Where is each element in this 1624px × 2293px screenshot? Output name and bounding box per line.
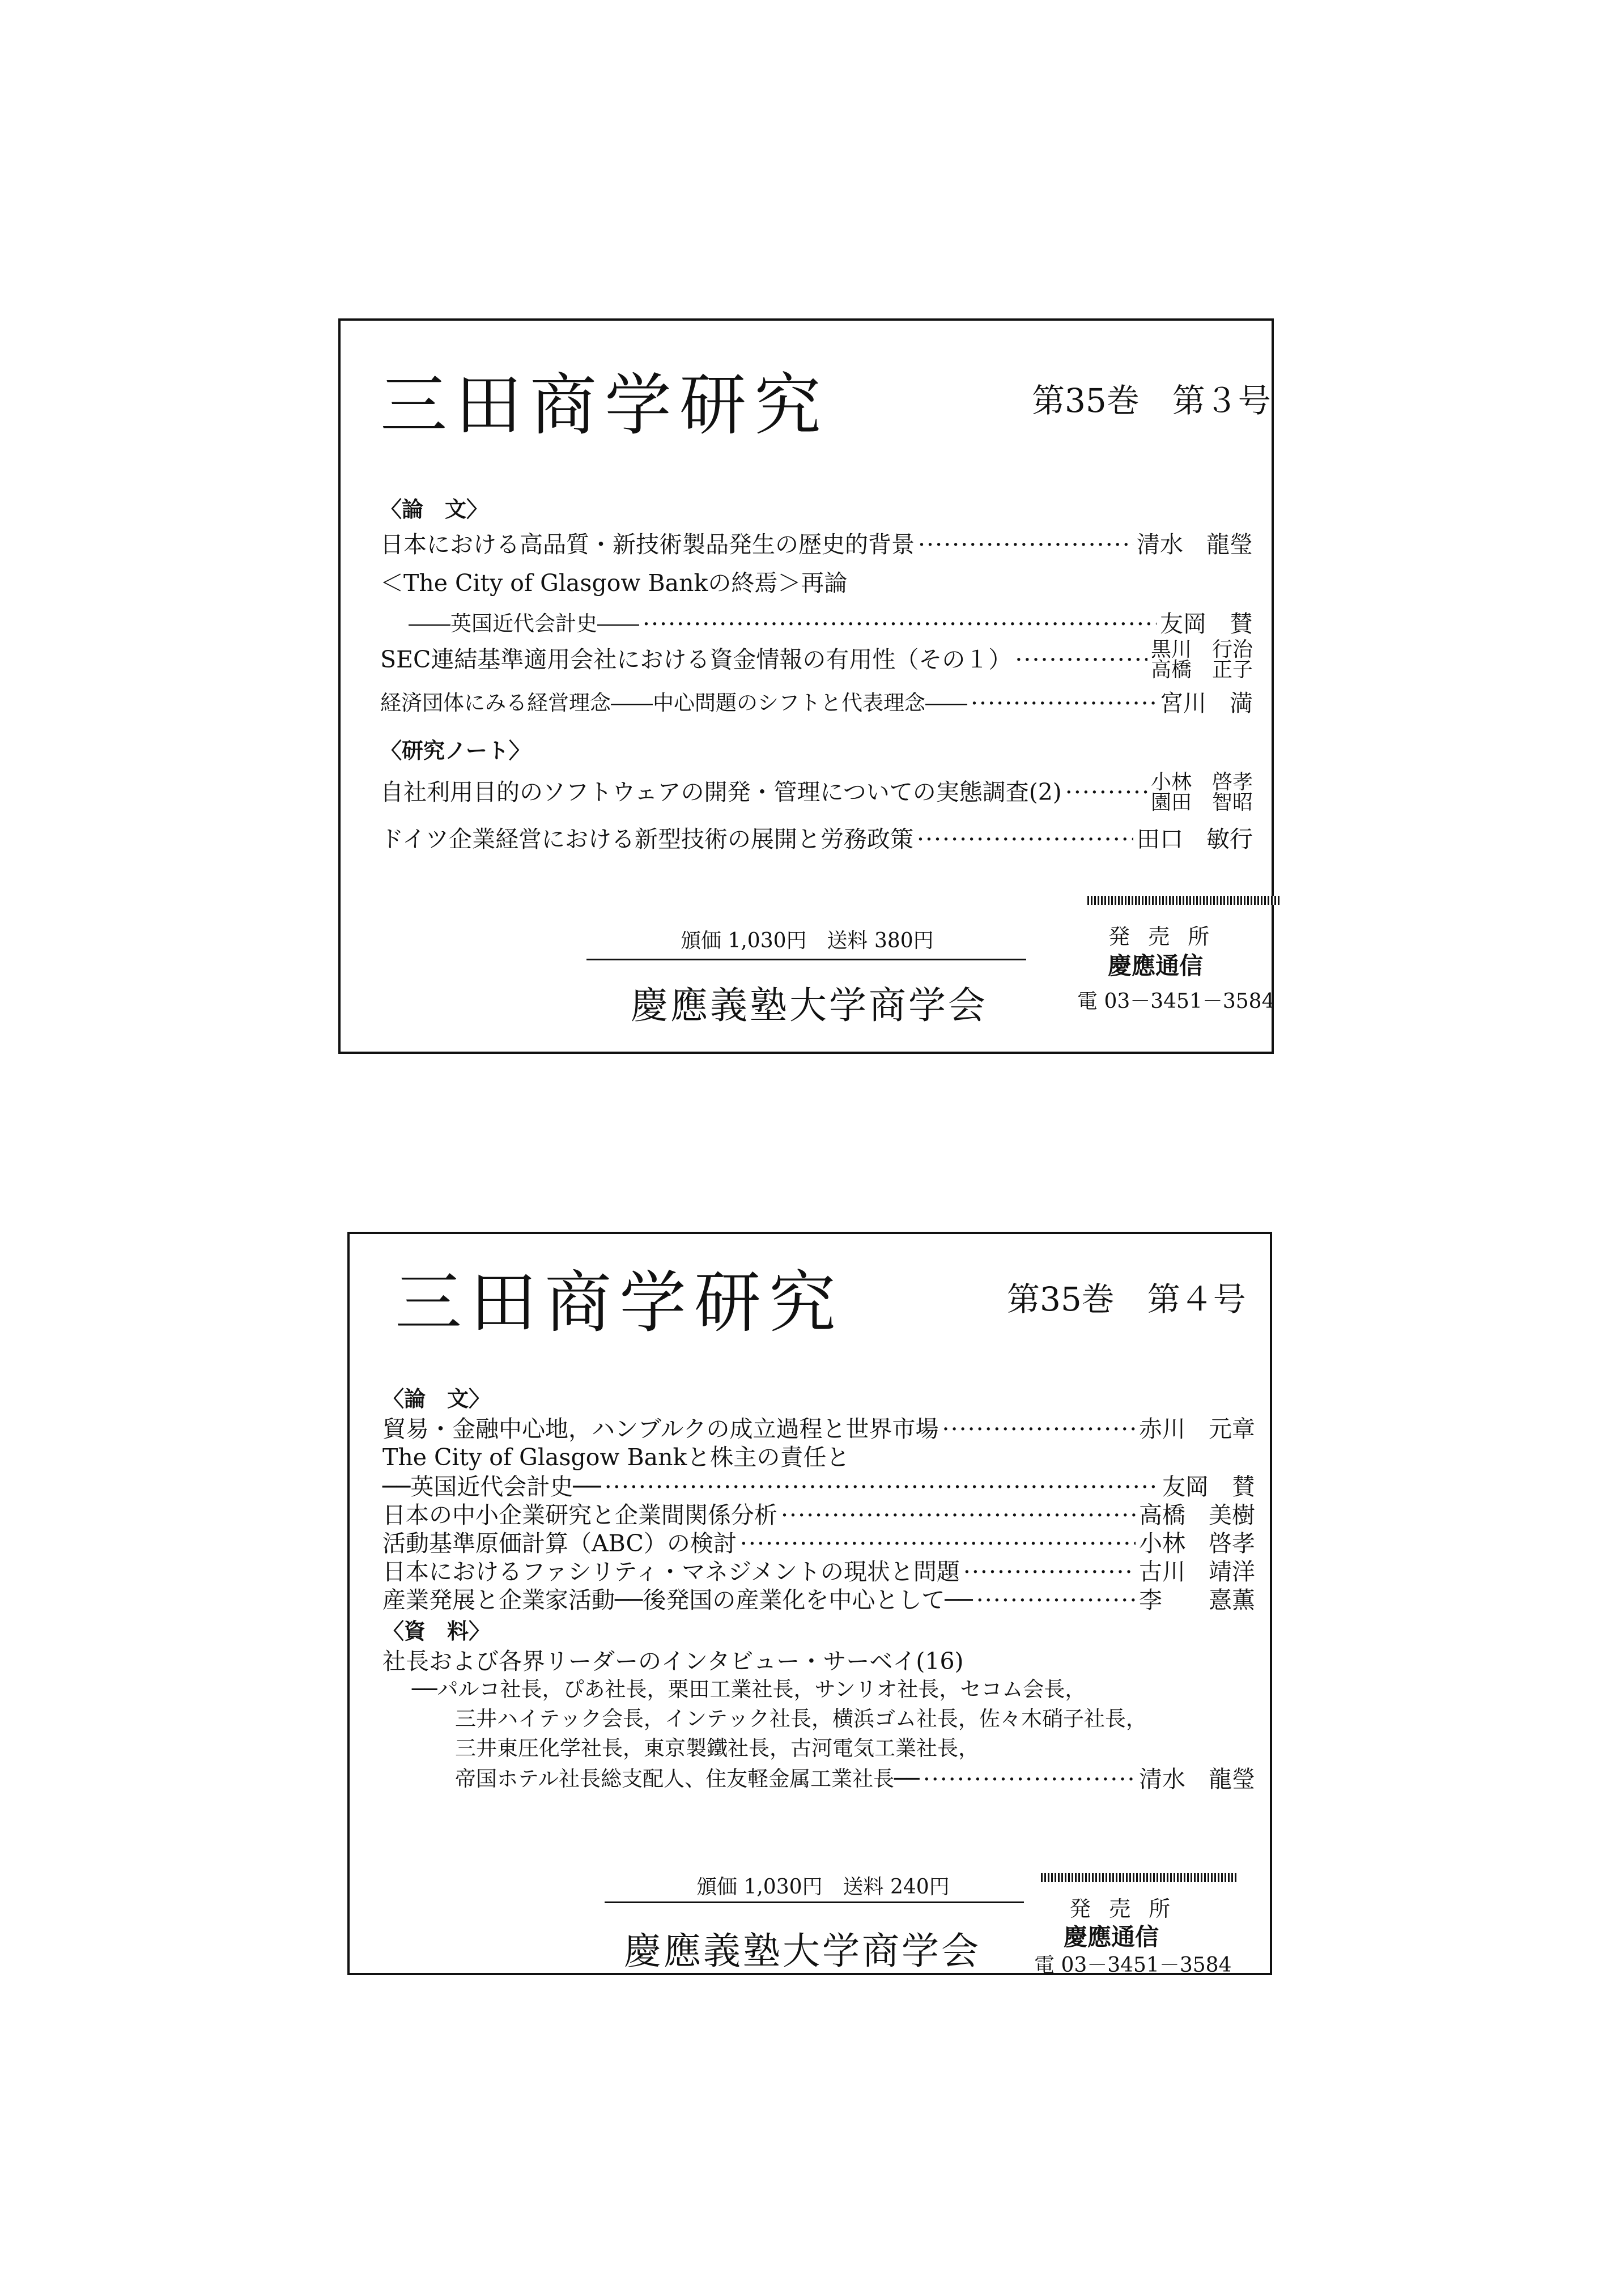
entry-title: 帝国ホテル社長総支配人、住友軽金属工業社長──	[455, 1767, 920, 1792]
publisher-name: 慶應義塾大学商学会	[624, 1929, 981, 1973]
entry-title: 活動基準原価計算（ABC）の検討	[382, 1530, 737, 1557]
leader-dots	[918, 532, 1133, 558]
toc-entry	[455, 1767, 1255, 1792]
toc-entry	[455, 1708, 1255, 1731]
entry-title: 社長および各界リーダーのインタビュー・サーベイ(16)	[382, 1648, 964, 1675]
entry-title: ──英国近代会計史──	[382, 1473, 601, 1500]
entry-title: ＜The City of Glasgow Bankの終焉＞再論	[380, 569, 848, 597]
price-and-postage: 頒価 1,030円 送料 380円	[681, 929, 934, 952]
entry-title: 自社利用目的のソフトウェアの開発・管理についての実態調査(2)	[380, 778, 1062, 806]
entry-author: 古川 靖洋	[1139, 1558, 1255, 1585]
barcode	[1087, 896, 1280, 905]
entry-author: 高橋 正子	[1150, 658, 1253, 682]
issue-number: 第35巻 第３号	[1032, 381, 1271, 420]
distributor-label: 発 売 所	[1108, 924, 1215, 949]
journal-title: 三田商学研究	[395, 1264, 844, 1342]
journal-ad-vol35-no3	[338, 318, 1274, 1054]
leader-dots	[605, 1474, 1159, 1500]
toc-entry	[380, 691, 1253, 716]
leader-dots	[942, 1416, 1136, 1442]
entry-title: SEC連結基準適用会社における資金情報の有用性（その１）	[380, 646, 1012, 674]
entry-title: The City of Glasgow Bankと株主の責任と	[382, 1444, 850, 1471]
entry-title: 日本におけるファシリティ・マネジメントの現状と問題	[382, 1558, 960, 1585]
toc-entry	[382, 1559, 1255, 1585]
divider-line	[586, 959, 1026, 960]
section-heading-materials: 〈資 料〉	[382, 1619, 491, 1644]
toc-entry	[380, 532, 1253, 558]
leader-dots	[971, 691, 1157, 716]
entry-author: 高橋 美樹	[1139, 1501, 1255, 1529]
distributor-name: 慶應通信	[1064, 1923, 1159, 1951]
distributor-name: 慶應通信	[1108, 952, 1204, 980]
toc-entry	[382, 1416, 1255, 1442]
entry-title: 三井ハイテック会長，インテック社長，横浜ゴム社長，佐々木硝子社長，	[455, 1707, 1147, 1731]
entry-authors	[1151, 772, 1253, 813]
entry-title: 貿易・金融中心地，ハンブルクの成立過程と世界市場	[382, 1415, 939, 1443]
entry-author: 小林 啓孝	[1150, 771, 1253, 794]
toc-entry	[409, 611, 1253, 637]
distributor-label: 発 売 所	[1069, 1896, 1176, 1921]
entry-title: 日本の中小企業研究と企業間関係分析	[382, 1501, 777, 1529]
toc-entry	[380, 640, 1253, 680]
entry-title: 三井東圧化学社長，東京製鐵社長，古河電気工業社長，	[455, 1736, 979, 1760]
entry-author: 宮川 満	[1160, 690, 1253, 717]
entry-title: ──パルコ社長，ぴあ社長，栗田工業社長，サンリオ社長，セコム会長，	[412, 1677, 1086, 1701]
leader-dots	[1065, 780, 1147, 805]
distributor-phone: 電 03－3451－3584	[1077, 990, 1275, 1013]
entry-title: ――英国近代会計史――	[409, 611, 639, 636]
entry-author: 清水 龍瑩	[1139, 1766, 1255, 1793]
leader-dots	[976, 1588, 1136, 1613]
entry-author: 李 憙薫	[1139, 1586, 1255, 1614]
toc-entry	[382, 1474, 1255, 1500]
leader-dots	[781, 1503, 1136, 1528]
entry-authors	[1151, 640, 1253, 680]
entry-author: 友岡 賛	[1160, 610, 1253, 637]
toc-entry	[412, 1678, 1255, 1701]
entry-author: 赤川 元章	[1139, 1415, 1255, 1443]
leader-dots	[917, 827, 1133, 852]
entry-author: 友岡 賛	[1162, 1473, 1255, 1500]
entry-title: 産業発展と企業家活動──後発国の産業化を中心として──	[382, 1586, 973, 1614]
toc-entry	[380, 571, 1253, 596]
toc-entry	[382, 1588, 1255, 1613]
leader-dots	[923, 1767, 1136, 1792]
entry-author: 清水 龍瑩	[1137, 531, 1253, 558]
toc-entry	[382, 1531, 1255, 1556]
publisher-name: 慶應義塾大学商学会	[631, 984, 988, 1027]
toc-entry	[380, 772, 1253, 813]
barcode	[1041, 1873, 1236, 1882]
journal-title: 三田商学研究	[380, 366, 830, 444]
entry-title: ドイツ企業経営における新型技術の展開と労務政策	[380, 826, 913, 853]
section-heading-research-notes: 〈研究ノート〉	[380, 738, 530, 763]
toc-entry	[382, 1503, 1255, 1528]
toc-entry	[382, 1649, 1255, 1674]
divider-line	[605, 1901, 1024, 1903]
price-and-postage: 頒価 1,030円 送料 240円	[696, 1875, 950, 1899]
leader-dots	[963, 1559, 1136, 1585]
entry-title: 日本における高品質・新技術製品発生の歴史的背景	[380, 531, 915, 558]
toc-entry	[455, 1737, 1255, 1760]
distributor-phone: 電 03－3451－3584	[1034, 1954, 1232, 1977]
toc-entry	[380, 827, 1253, 852]
journal-ad-vol35-no4	[347, 1232, 1272, 1975]
leader-dots	[643, 611, 1157, 637]
entry-author: 黒川 行治	[1150, 638, 1253, 661]
entry-title: 経済団体にみる経営理念――中心問題のシフトと代表理念――	[380, 691, 967, 716]
toc-entry	[382, 1445, 1255, 1470]
issue-number: 第35巻 第４号	[1007, 1280, 1246, 1318]
entry-author: 田口 敏行	[1137, 826, 1253, 853]
section-heading-articles: 〈論 文〉	[380, 497, 488, 522]
leader-dots	[740, 1531, 1136, 1556]
leader-dots	[1015, 647, 1147, 673]
entry-author: 小林 啓孝	[1139, 1530, 1255, 1557]
section-heading-articles: 〈論 文〉	[382, 1386, 491, 1411]
entry-author: 園田 智昭	[1150, 791, 1253, 814]
